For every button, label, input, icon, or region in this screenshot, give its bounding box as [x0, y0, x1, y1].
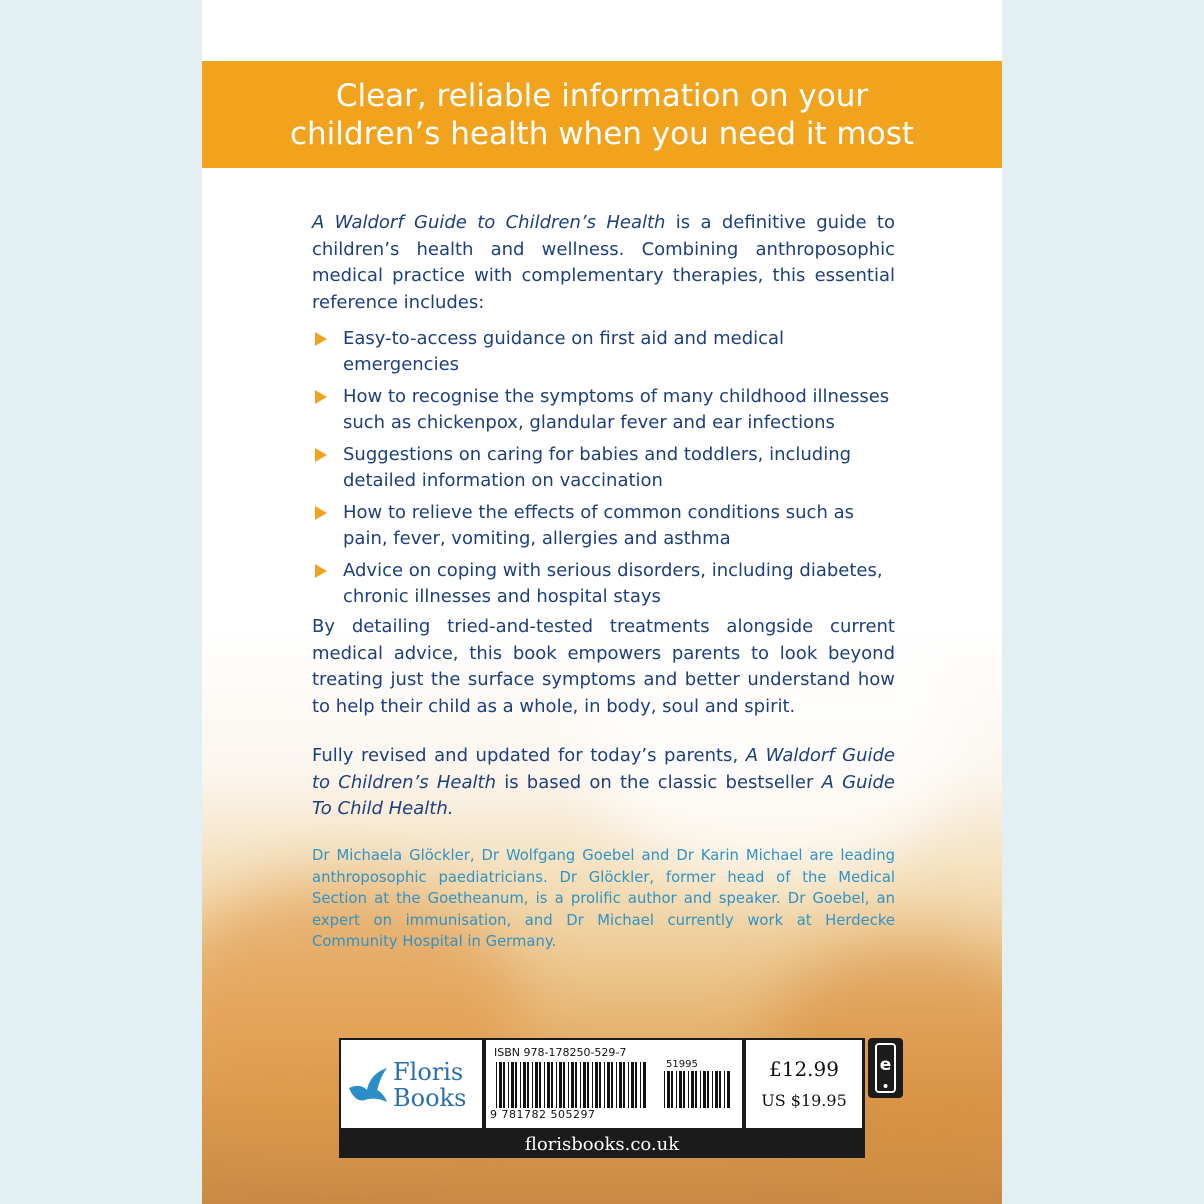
- barcode-bar: [559, 1062, 562, 1108]
- barcode-bar: [563, 1062, 565, 1108]
- barcode-bar: [695, 1071, 697, 1108]
- tagline-line-2: children’s health when you need it most: [289, 115, 915, 152]
- ebook-badge: [868, 1038, 903, 1098]
- barcode-bar: [631, 1062, 634, 1108]
- feature-item: Easy-to-access guidance on first aid and medical emergencies: [312, 326, 895, 378]
- barcode-bar: [508, 1062, 509, 1108]
- barcode-bar: [496, 1062, 497, 1108]
- arrow-bullet-icon: [315, 390, 327, 404]
- barcode-bar: [643, 1062, 646, 1108]
- feature-item: How to relieve the effects of common conditions such as pain, fever, vomiting, allergies and asthma: [312, 500, 895, 552]
- treatments-paragraph: By detailing tried-and-tested treatments alongside current medical advice, this book empowers parents to look beyond treating just the surface symptoms and better understand how to help their child as a whole, in body, soul and spirit.: [312, 616, 895, 717]
- barcode-bar: [628, 1062, 629, 1108]
- barcode-bar: [688, 1071, 689, 1108]
- barcode-bar: [611, 1062, 613, 1108]
- barcode-bar: [691, 1071, 694, 1108]
- price-code: 51995: [666, 1059, 698, 1070]
- intro-paragraph: [312, 210, 895, 316]
- feature-item: Suggestions on caring for babies and toddlers, including detailed information on vaccination: [312, 442, 895, 494]
- barcode-bar: [719, 1071, 721, 1108]
- barcode-bar: [607, 1062, 610, 1108]
- dove-icon: [347, 1066, 389, 1106]
- barcode-bar: [544, 1062, 545, 1108]
- barcode-bar: [515, 1062, 517, 1108]
- author-bio: Dr Michaela Glöckler, Dr Wolfgang Goebel and Dr Karin Michael are leading anthroposophic paediatricians. Dr Glöckler, former head of the Medical Section at the Goetheanum, is a prolific author and speaker. Dr Goebel, an expert on immunisation, and Dr Michael currently work at Herdecke Community Hospital in Germany.: [312, 847, 895, 951]
- barcode-bar: [583, 1062, 586, 1108]
- website-link[interactable]: florisbooks.co.uk: [339, 1131, 865, 1158]
- barcode-bar: [551, 1062, 553, 1108]
- revision-section: [312, 743, 895, 823]
- classic-title: A Guide To Child Health.: [312, 771, 895, 819]
- isbn-barcode: [496, 1062, 646, 1108]
- barcode-bar: [676, 1071, 677, 1108]
- revision-paragraph: Fully revised and updated for today’s parents, A Waldorf Guide to Children’s Health is based on the classic bestseller A Guide To Child Health.: [312, 745, 896, 819]
- barcode-bar: [683, 1071, 685, 1108]
- barcode-bar: [592, 1062, 593, 1108]
- publisher-info-bar: [339, 1038, 865, 1131]
- barcode-bar: [575, 1062, 577, 1108]
- barcode-bar: [667, 1071, 670, 1108]
- barcode-bar: [703, 1071, 706, 1108]
- price-gbp: £12.99: [769, 1057, 839, 1081]
- intro-text: is a definitive guide to children’s health and wellness. Combining anthroposophic medical practice with complementary therapies, this essential reference includes:: [312, 212, 895, 313]
- barcode-bar: [595, 1062, 598, 1108]
- barcode-bar: [700, 1071, 701, 1108]
- barcode-bar: [587, 1062, 589, 1108]
- barcode-bar: [599, 1062, 601, 1108]
- barcode-bar: [556, 1062, 557, 1108]
- feature-item: Advice on coping with serious disorders, including diabetes, chronic illnesses and hospital stays: [312, 558, 895, 610]
- svg-text:e: e: [879, 1055, 892, 1075]
- barcode-panel: [486, 1040, 742, 1128]
- intro-section: [312, 210, 895, 316]
- barcode-bar: [539, 1062, 541, 1108]
- barcode-bar: [511, 1062, 514, 1108]
- barcode-bar: [707, 1071, 709, 1108]
- barcode-bar: [664, 1071, 665, 1108]
- barcode-bar: [712, 1071, 713, 1108]
- barcode-bar: [635, 1062, 637, 1108]
- isbn-label: ISBN 978-178250-529-7: [494, 1046, 627, 1059]
- price-barcode: [664, 1071, 730, 1108]
- barcode-bar: [604, 1062, 605, 1108]
- barcode-bar: [640, 1062, 641, 1108]
- book-back-cover: [202, 0, 1002, 1204]
- book-title: A Waldorf Guide to Children’s Health: [312, 212, 666, 233]
- tagline-banner: [202, 61, 1002, 168]
- arrow-bullet-icon: [315, 506, 327, 520]
- barcode-bar: [503, 1062, 505, 1108]
- treatments-section: [312, 614, 895, 720]
- barcode-bar: [520, 1062, 521, 1108]
- barcode-bar: [568, 1062, 569, 1108]
- ebook-icon: [868, 1038, 903, 1098]
- barcode-bar: [715, 1071, 718, 1108]
- publisher-logo: [341, 1040, 482, 1128]
- arrow-bullet-icon: [315, 564, 327, 578]
- price-panel: [746, 1040, 862, 1128]
- barcode-bar: [679, 1071, 682, 1108]
- barcode-bar: [724, 1071, 725, 1108]
- barcode-bar: [727, 1071, 730, 1108]
- barcode-bar: [616, 1062, 617, 1108]
- arrow-bullet-icon: [315, 448, 327, 462]
- barcode-bar: [580, 1062, 581, 1108]
- feature-list: [312, 326, 895, 610]
- price-usd: US $19.95: [761, 1091, 847, 1110]
- barcode-bar: [571, 1062, 574, 1108]
- book-title: A Waldorf Guide to Children’s Health: [312, 745, 896, 793]
- arrow-bullet-icon: [315, 332, 327, 346]
- barcode-bar: [532, 1062, 533, 1108]
- barcode-bar: [623, 1062, 625, 1108]
- feature-item: How to recognise the symptoms of many childhood illnesses such as chickenpox, glandular fever and ear infections: [312, 384, 895, 436]
- barcode-bar: [535, 1062, 538, 1108]
- barcode-bar: [547, 1062, 550, 1108]
- barcode-bar: [527, 1062, 529, 1108]
- isbn-digits: 9 781782 505297: [490, 1108, 596, 1121]
- features-section: [312, 326, 895, 616]
- barcode-bar: [499, 1062, 502, 1108]
- barcode-bar: [619, 1062, 622, 1108]
- publisher-name: Floris Books: [393, 1058, 467, 1112]
- barcode-bar: [671, 1071, 673, 1108]
- tagline-line-1: Clear, reliable information on your: [335, 77, 869, 114]
- barcode-bar: [523, 1062, 526, 1108]
